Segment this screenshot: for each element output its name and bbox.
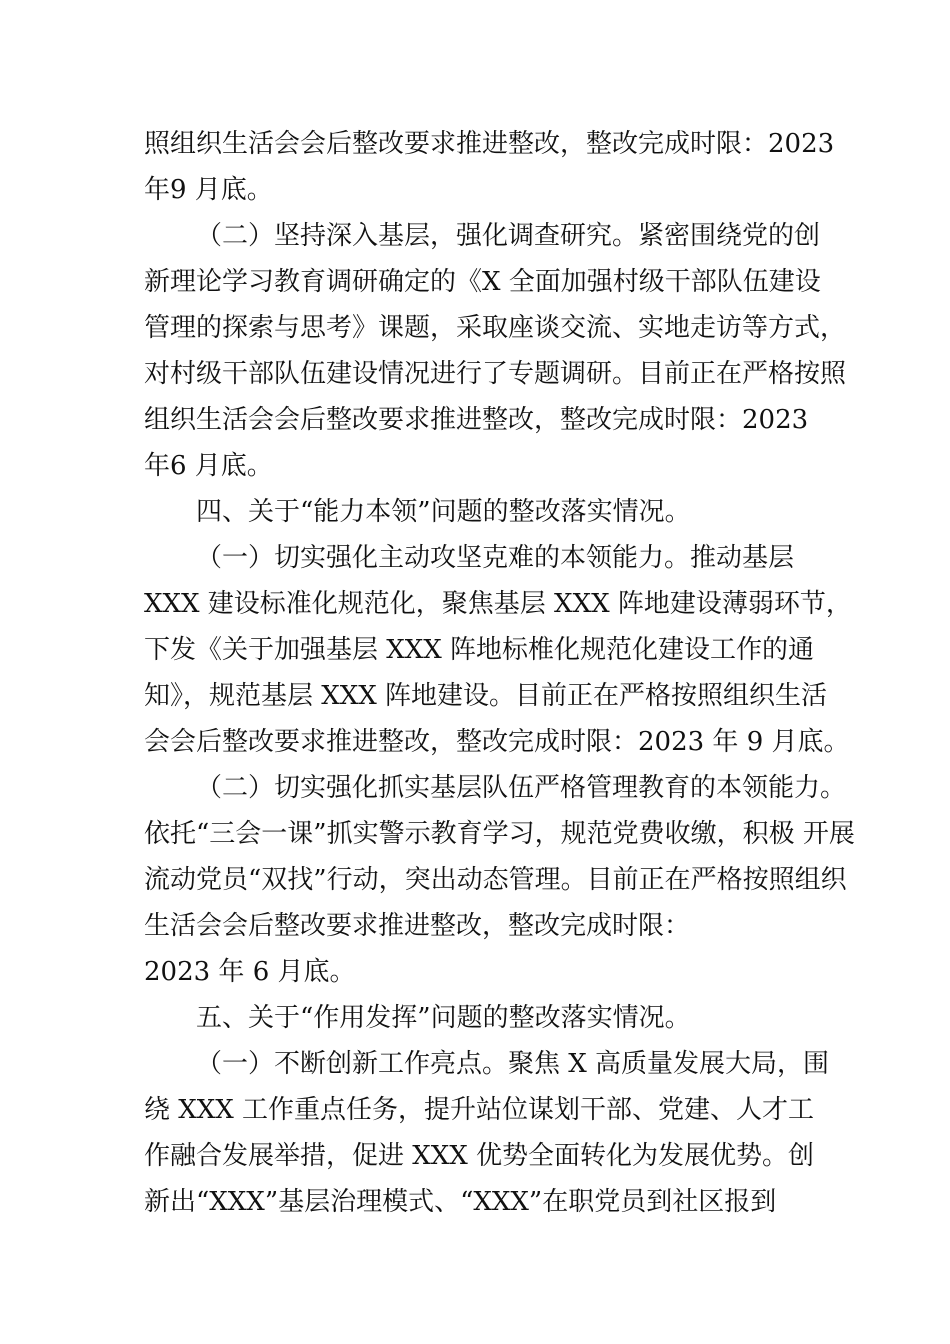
text-line: 作融合发展举措，促进 XXX 优势全面转化为发展优势。创 <box>144 1141 815 1171</box>
text-line: 对村级干部队伍建设情况进行了专题调研。目前正在严格按照 <box>144 359 847 389</box>
text-line: 会会后整改要求推进整改，整改完成时限：2023 年 9 月底。 <box>144 727 850 757</box>
text-line: 依托“三会一课”抓实警示教育学习，规范党费收缴，积极 开展 <box>144 819 855 849</box>
text-line: 新出“XXX”基层治理模式、“XXX”在职党员到社区报到 <box>144 1187 777 1217</box>
text-line: 绕 XXX 工作重点任务，提升站位谋划干部、党建、人才工 <box>144 1095 815 1125</box>
section-heading: 五、关于“作用发挥”问题的整改落实情况。 <box>196 1003 691 1033</box>
text-line: 管理的探索与思考》课题，采取座谈交流、实地走访等方式， <box>144 313 847 343</box>
text-line: 新理论学习教育调研确定的《X 全面加强村级干部队伍建设 <box>144 267 821 297</box>
text-line: 年6 月底。 <box>144 451 273 481</box>
text-line: 年9 月底。 <box>144 175 273 205</box>
text-line: （一）不断创新工作亮点。聚焦 X 高质量发展大局，围 <box>196 1049 830 1079</box>
text-line: （一）切实强化主动攻坚克难的本领能力。推动基层 <box>196 543 795 573</box>
text-line: 组织生活会会后整改要求推进整改，整改完成时限：2023 <box>144 405 809 435</box>
text-line: 生活会会后整改要求推进整改，整改完成时限： <box>144 911 691 941</box>
text-line: 下发《关于加强基层 XXX 阵地标椎化规范化建设工作的通 <box>144 635 815 665</box>
text-line: 2023 年 6 月底。 <box>144 957 356 987</box>
text-line: 照组织生活会会后整改要求推进整改，整改完成时限：2023 <box>144 129 835 159</box>
text-line: （二）坚持深入基层，强化调查研究。紧密围绕党的创 <box>196 221 821 251</box>
section-heading: 四、关于“能力本领”问题的整改落实情况。 <box>196 497 691 527</box>
text-line: 知》，规范基层 XXX 阵地建设。目前正在严格按照组织生活 <box>144 681 828 711</box>
text-line: XXX 建设标准化规范化，聚焦基层 XXX 阵地建设薄弱环节， <box>144 589 852 619</box>
text-line: （二）切实强化抓实基层队伍严格管理教育的本领能力。 <box>196 773 847 803</box>
text-line: 流动党员“双找”行动，突出动态管理。目前正在严格按照组织 <box>144 865 847 895</box>
